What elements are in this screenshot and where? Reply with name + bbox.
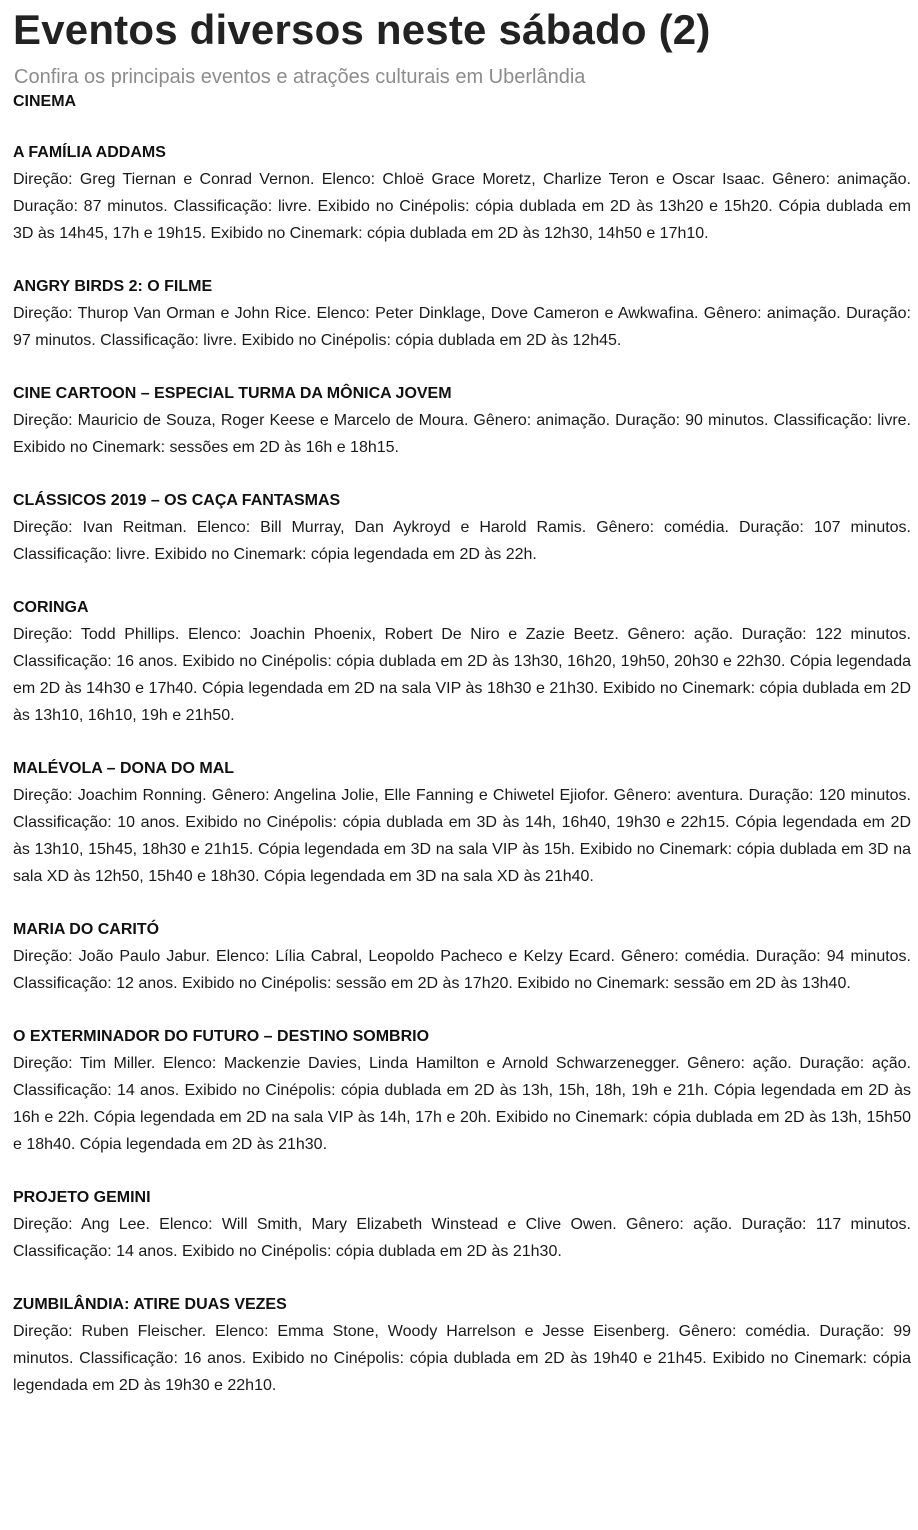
movie-description: Direção: Tim Miller. Elenco: Mackenzie Davies, Linda Hamilton e Arnold Schwarzenegger. Gênero: ação. Duração: ação. Classificação: 14 anos. Exibido no Cinépolis: cópia dublada em 2D às 13h, 15h, 18h, 19h e 21h. Cópia legendada em 2D às 16h e 22h. Cópia legendada em 2D na sala VIP às 14h, 17h e 20h. Exibido no Cinemark: cópia dublada em 2D às 13h, 15h50 e 18h40. Cópia legendada em 2D às 21h30. xyxy=(13,1055,911,1153)
section-heading-cinema: CINEMA xyxy=(13,93,77,110)
movie-title: MARIA DO CARITÓ xyxy=(13,921,160,938)
movie-entry xyxy=(13,1024,911,1158)
movie-description: Direção: Mauricio de Souza, Roger Keese e Marcelo de Moura. Gênero: animação. Duração: 90 minutos. Classificação: livre. Exibido no Cinemark: sessões em 2D às 16h e 18h15. xyxy=(13,412,911,456)
movie-description: Direção: Todd Phillips. Elenco: Joachin Phoenix, Robert De Niro e Zazie Beetz. Gênero: ação. Duração: 122 minutos. Classificação: 16 anos. Exibido no Cinépolis: cópia dublada em 2D às 13h30, 16h20, 19h50, 20h30 e 22h30. Cópia legendada em 2D às 14h30 e 17h40. Cópia legendada em 2D na sala VIP às 18h30 e 21h30. Exibido no Cinemark: cópia dublada em 2D às 13h10, 16h10, 19h e 21h50. xyxy=(13,626,911,724)
movie-entry xyxy=(13,381,911,461)
movie-entry xyxy=(13,488,911,568)
movie-description: Direção: Greg Tiernan e Conrad Vernon. Elenco: Chloë Grace Moretz, Charlize Teron e Oscar Isaac. Gênero: animação. Duração: 87 minutos. Classificação: livre. Exibido no Cinépolis: cópia dublada em 2D às 13h20 e 15h20. Cópia dublada em 3D às 14h45, 17h e 19h15. Exibido no Cinemark: cópia dublada em 2D às 12h30, 14h50 e 17h10. xyxy=(13,171,911,242)
movie-description: Direção: João Paulo Jabur. Elenco: Lília Cabral, Leopoldo Pacheco e Kelzy Ecard. Gênero: comédia. Duração: 94 minutos. Classificação: 12 anos. Exibido no Cinépolis: sessão em 2D às 17h20. Exibido no Cinemark: sessão em 2D às 13h40. xyxy=(13,948,911,992)
movie-title: ZUMBILÂNDIA: ATIRE DUAS VEZES xyxy=(13,1296,287,1313)
page-title: Eventos diversos neste sábado (2) xyxy=(13,6,711,53)
movie-title: MALÉVOLA – DONA DO MAL xyxy=(13,760,235,777)
movie-entry xyxy=(13,1292,911,1399)
movie-title: A FAMÍLIA ADDAMS xyxy=(13,144,166,161)
movie-title: ANGRY BIRDS 2: O FILME xyxy=(13,278,213,295)
movie-title: CLÁSSICOS 2019 – OS CAÇA FANTASMAS xyxy=(13,492,341,509)
movie-entry xyxy=(13,274,911,354)
movie-description: Direção: Ruben Fleischer. Elenco: Emma Stone, Woody Harrelson e Jesse Eisenberg. Gênero: comédia. Duração: 99 minutos. Classificação: 16 anos. Exibido no Cinépolis: cópia dublada em 2D às 19h40 e 21h45. Exibido no Cinemark: cópia legendada em 2D às 19h30 e 22h10. xyxy=(13,1323,911,1394)
movie-title: CORINGA xyxy=(13,599,89,616)
article xyxy=(13,0,911,1399)
movie-title: O EXTERMINADOR DO FUTURO – DESTINO SOMBRIO xyxy=(13,1028,430,1045)
movie-description: Direção: Ang Lee. Elenco: Will Smith, Mary Elizabeth Winstead e Clive Owen. Gênero: ação. Duração: 117 minutos. Classificação: 14 anos. Exibido no Cinépolis: cópia dublada em 2D às 21h30. xyxy=(13,1216,911,1260)
movie-title: PROJETO GEMINI xyxy=(13,1189,151,1206)
movie-description: Direção: Joachim Ronning. Gênero: Angelina Jolie, Elle Fanning e Chiwetel Ejiofor. Gênero: aventura. Duração: 120 minutos. Classificação: 10 anos. Exibido no Cinépolis: cópia dublada em 3D às 14h, 16h40, 19h30 e 22h15. Cópia legendada em 2D às 13h10, 15h45, 18h30 e 21h15. Cópia legendada em 3D na sala VIP às 15h. Exibido no Cinemark: cópia dublada em 3D na sala XD às 12h50, 15h40 e 18h30. Cópia legendada em 3D na sala XD às 21h40. xyxy=(13,787,911,885)
movie-entry xyxy=(13,595,911,729)
movie-description: Direção: Thurop Van Orman e John Rice. Elenco: Peter Dinklage, Dove Cameron e Awkwafina. Gênero: animação. Duração: 97 minutos. Classificação: livre. Exibido no Cinépolis: cópia dublada em 2D às 12h45. xyxy=(13,305,911,349)
movie-description: Direção: Ivan Reitman. Elenco: Bill Murray, Dan Aykroyd e Harold Ramis. Gênero: comédia. Duração: 107 minutos. Classificação: livre. Exibido no Cinemark: cópia legendada em 2D às 22h. xyxy=(13,519,911,563)
movie-entry xyxy=(13,1185,911,1265)
page-subtitle: Confira os principais eventos e atrações culturais em Uberlândia xyxy=(14,66,586,88)
movie-entry xyxy=(13,140,911,247)
movie-entry xyxy=(13,917,911,997)
movie-entry xyxy=(13,756,911,890)
movie-title: CINE CARTOON – ESPECIAL TURMA DA MÔNICA JOVEM xyxy=(13,385,452,402)
